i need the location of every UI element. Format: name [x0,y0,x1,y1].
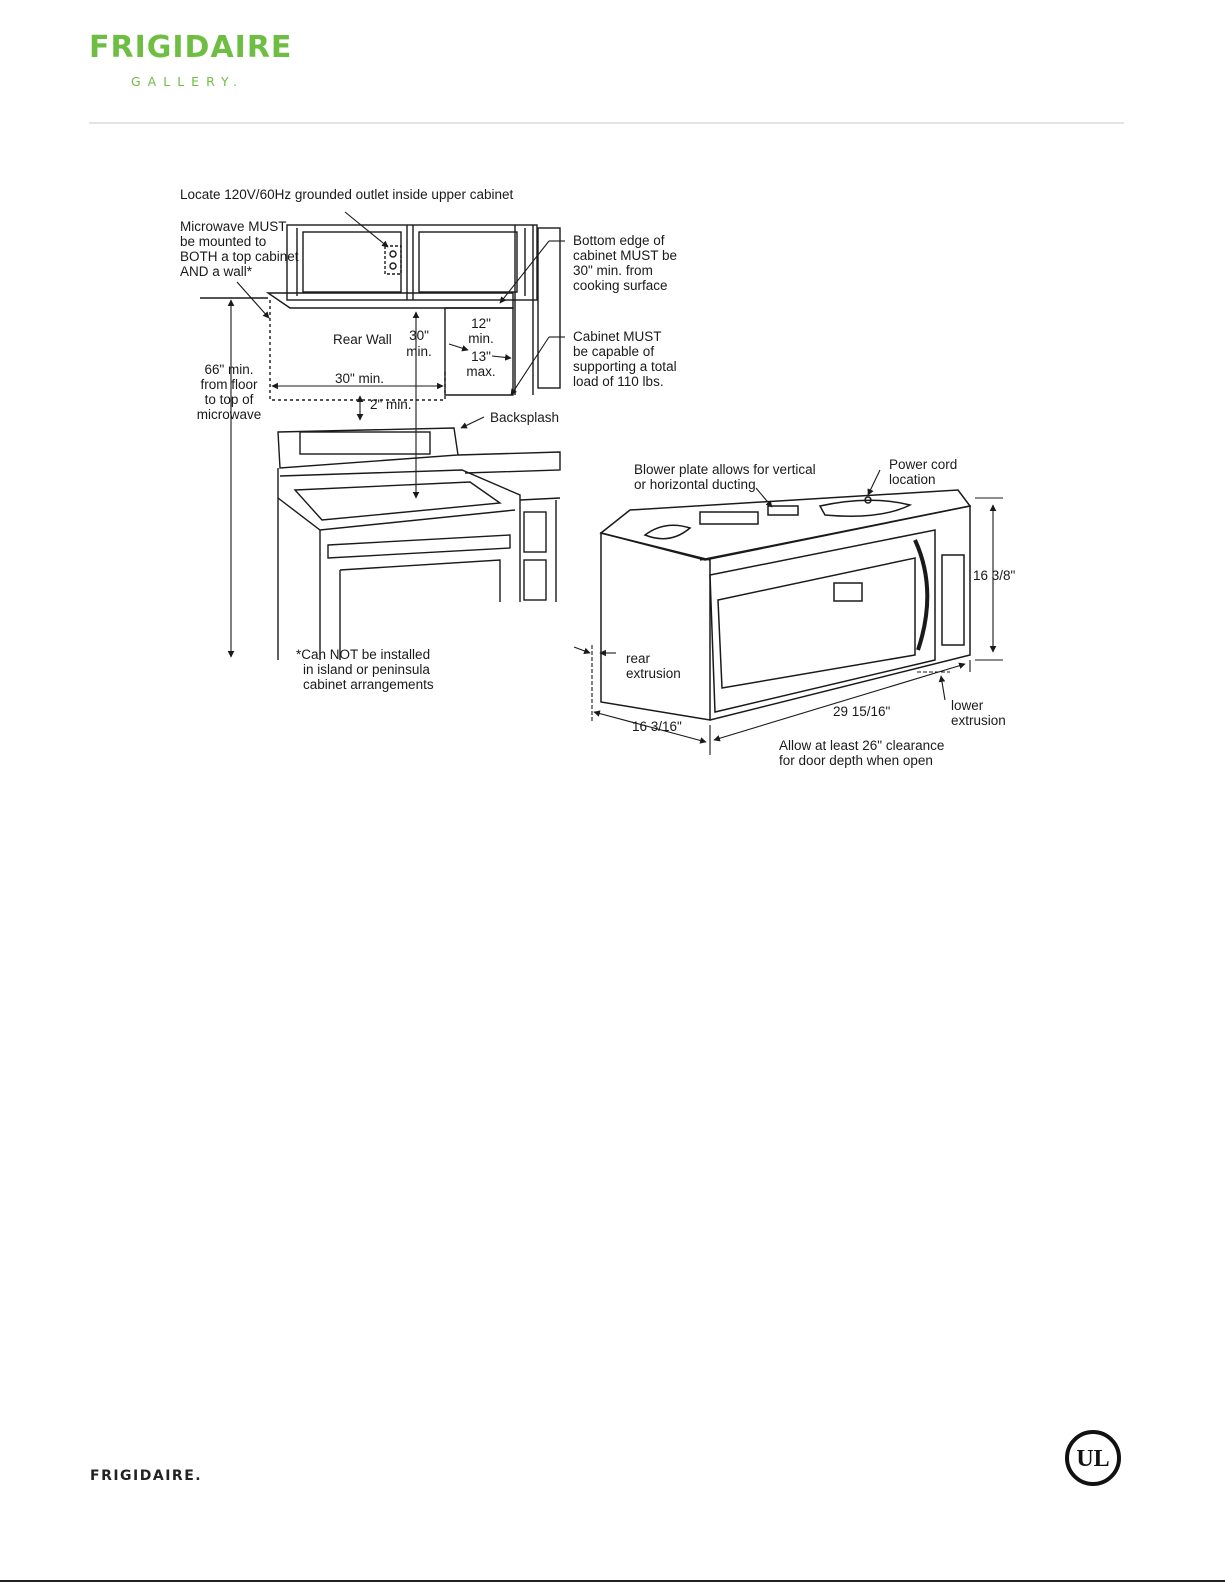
mount-note [180,219,299,279]
range-backguard [278,428,458,468]
brand-name: FRIGIDAIRE [89,30,293,65]
svg-text:rear: rear [626,651,651,666]
dim-12-label [468,316,494,346]
clearance-note [779,738,944,768]
cabinet-door-right [419,232,517,292]
svg-text:to top of: to top of [204,392,254,407]
svg-text:Bottom edge of: Bottom edge of [573,233,665,248]
rear-extrusion-label [626,651,681,681]
svg-text:30" min. from: 30" min. from [573,263,653,278]
svg-text:from floor: from floor [200,377,258,392]
lower-extrusion-label [951,698,1006,728]
svg-text:cabinet MUST be: cabinet MUST be [573,248,678,263]
upper-cabinet [287,225,537,300]
svg-text:Cabinet MUST: Cabinet MUST [573,329,662,344]
width-label: 29 15/16" [833,704,891,719]
svg-text:*Can NOT be installed: *Can NOT be installed [296,647,431,662]
footer-brand: FRIGIDAIRE. [90,1468,203,1484]
microwave-top [601,490,970,560]
svg-text:load of 110 lbs.: load of 110 lbs. [573,374,664,389]
svg-text:Allow at least 26" clearance: Allow at least 26" clearance [779,738,945,753]
svg-text:be capable of: be capable of [573,344,655,359]
power-cord-note [889,457,957,487]
svg-text:in island or peninsula: in island or peninsula [303,662,430,677]
dim-66-label [197,362,262,422]
svg-text:microwave: microwave [196,407,262,422]
svg-text:cooking surface: cooking surface [573,278,668,293]
footer-divider [0,1580,1225,1582]
dim-width-line [714,664,965,740]
dim-30-horizontal-label: 30" min. [335,371,385,386]
blower-plate [700,512,758,524]
outlet-note: Locate 120V/60Hz grounded outlet inside upper cabinet [180,187,514,202]
kitchen-illustration [200,225,560,660]
svg-text:Blower plate allows for vertic: Blower plate allows for vertical [634,462,816,477]
svg-text:for door depth when open: for door depth when open [779,753,933,768]
svg-text:AND a wall*: AND a wall* [180,264,253,279]
svg-text:66" min.: 66" min. [204,362,254,377]
brand-sub: GALLERY. [131,74,245,89]
microwave-illustration [601,490,970,720]
svg-text:supporting a total: supporting a total [573,359,677,374]
bottom-edge-note [573,233,677,293]
svg-text:or horizontal ducting: or horizontal ducting [634,477,756,492]
svg-text:min.: min. [406,344,432,359]
outlet [385,246,401,274]
cabinet-load-note [573,329,677,389]
svg-text:Power cord: Power cord [889,457,958,472]
depth-label: 16 3/16" [632,719,682,734]
dim-2-label: 2" min. [370,397,412,412]
ul-text: UL [1076,1446,1110,1472]
ul-certification-icon [1064,1429,1122,1487]
svg-text:min.: min. [468,331,494,346]
blower-note [634,462,816,492]
svg-text:lower: lower [951,698,984,713]
svg-text:max.: max. [466,364,496,379]
rear-wall-label: Rear Wall [333,332,392,347]
svg-text:extrusion: extrusion [951,713,1006,728]
svg-text:cabinet arrangements: cabinet arrangements [303,677,434,692]
svg-text:13": 13" [471,349,491,364]
svg-text:BOTH a top cabinet: BOTH a top cabinet [180,249,299,264]
island-note [296,647,434,692]
svg-text:30": 30" [409,328,429,343]
svg-text:12": 12" [471,316,491,331]
cabinet-door-left [303,232,401,292]
height-label: 16 3/8" [973,568,1016,583]
svg-text:Microwave MUST: Microwave MUST [180,219,287,234]
svg-text:extrusion: extrusion [626,666,681,681]
svg-text:be mounted to: be mounted to [180,234,267,249]
svg-text:location: location [889,472,936,487]
dim-30-vertical-label [406,328,432,359]
dim-13-label [466,349,495,379]
backsplash-label: Backsplash [490,410,560,425]
